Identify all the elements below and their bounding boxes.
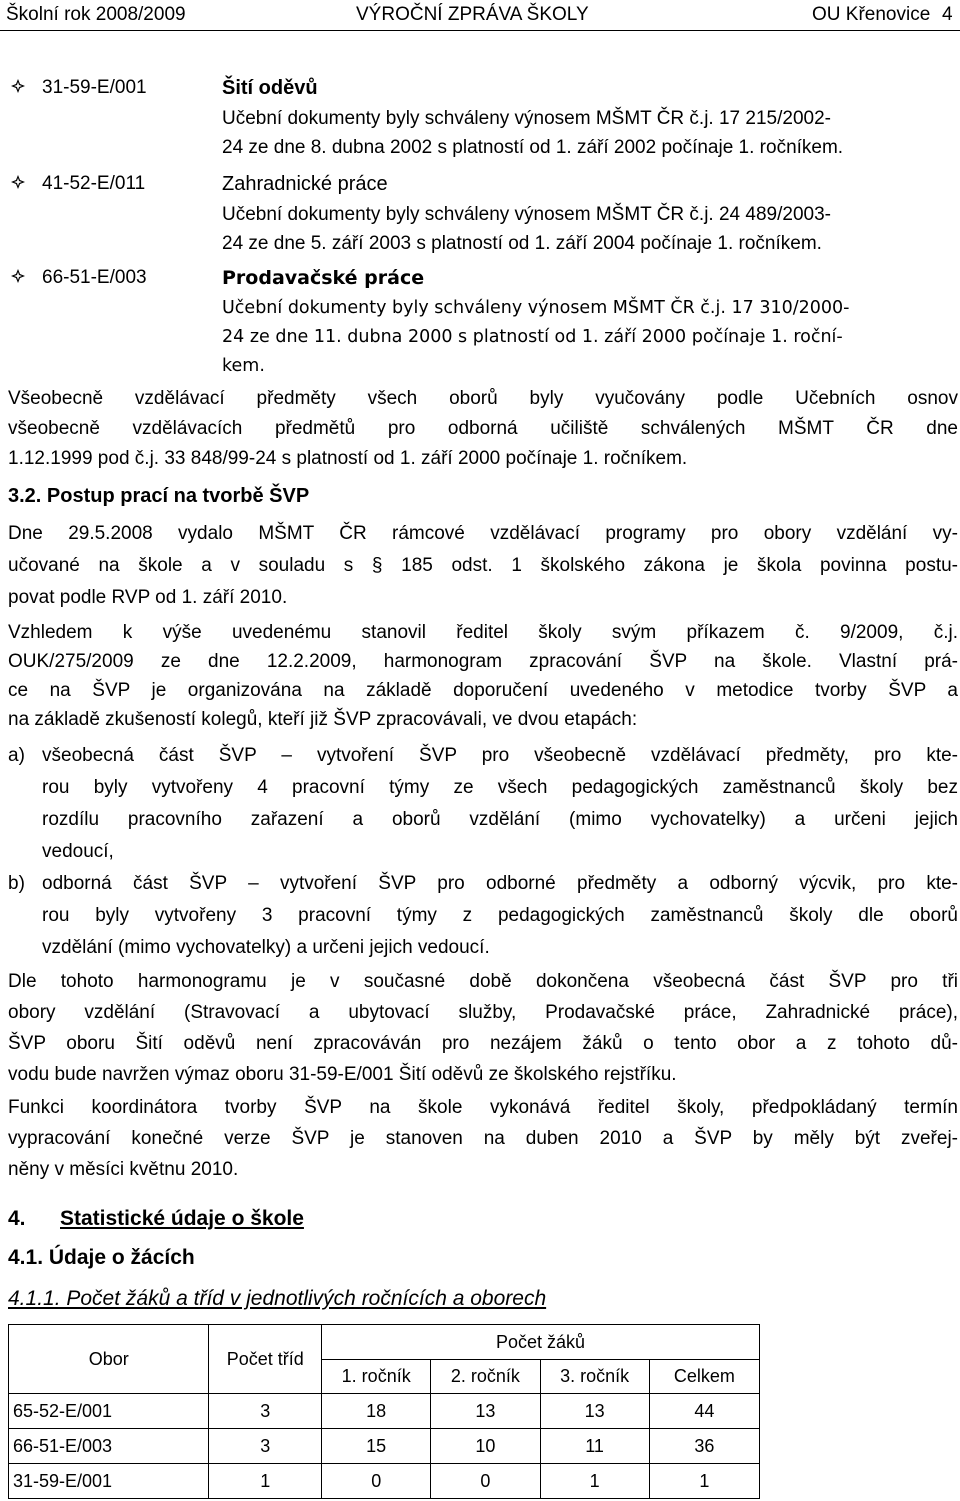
cell-year-2: 10: [431, 1429, 540, 1464]
col-header-total: Celkem: [649, 1360, 759, 1394]
program-title: Prodavačské práce: [222, 267, 425, 289]
text-line: Dne 29.5.2008 vydalo MŠMT ČR rámcové vzdělávací programy pro obory vzdělání vy-: [8, 523, 958, 544]
section-number: 4.: [8, 1207, 26, 1230]
text-line: na základě zkušeností kolegů, kteří již ŠVP zpracovávali, ve dvou etapách:: [8, 709, 638, 730]
cell-year-1: 15: [322, 1429, 431, 1464]
text-line: vzdělání (mimo vychovatelky) a určeni jejich vedoucí.: [42, 937, 490, 958]
table-row: [9, 1394, 760, 1429]
table-header-row: [9, 1325, 760, 1360]
text-line: rozdílu pracovního zařazení a oborů vzdělání (mimo vychovatelky) a určeni jejich: [42, 809, 958, 830]
cell-total: 1: [649, 1464, 759, 1499]
coordinator-paragraph: [8, 1092, 958, 1185]
cell-year-1: 18: [322, 1394, 431, 1429]
program-title: Zahradnické práce: [222, 173, 388, 195]
diamond-bullet-icon: [10, 268, 26, 284]
text-line: všeobecná část ŠVP – vytvoření ŠVP pro všeobecně vzdělávací předměty, pro kte-: [42, 745, 958, 766]
cell-obor: 31-59-E/001: [9, 1464, 209, 1499]
text-line: vodu bude navržen výmaz oboru 31-59-E/001 Šití oděvů ze školského rejstříku.: [8, 1064, 677, 1085]
desc-line: Učební dokumenty byly schváleny výnosem MŠMT ČR č.j. 17 215/2002-: [222, 108, 831, 129]
cell-year-3: 11: [540, 1429, 649, 1464]
text-line: Dle tohoto harmonogramu je v současné době dokončena všeobecná část ŠVP pro tři: [8, 971, 958, 992]
program-description: [222, 294, 957, 381]
desc-line: 24 ze dne 8. dubna 2002 s platností od 1. září 2002 počínaje 1. ročníkem.: [222, 137, 844, 158]
header-school-year: Školní rok 2008/2009: [6, 4, 186, 25]
text-line: vypracování konečné verze ŠVP je stanoven na duben 2010 a ŠVP by měly být zveřej-: [8, 1128, 958, 1149]
cell-total: 36: [649, 1429, 759, 1464]
cell-year-2: 13: [431, 1394, 540, 1429]
rvp-paragraph: [8, 518, 958, 614]
page-header: [0, 0, 960, 31]
text-line: učované na škole a v souladu s § 185 odst. 1 školského zákona je škola povinna postu-: [8, 555, 958, 576]
text-line: OUK/275/2009 ze dne 12.2.2009, harmonogram zpracování ŠVP na škole. Vlastní prá-: [8, 651, 958, 672]
col-header-year-2: 2. ročník: [431, 1360, 540, 1394]
pupils-table: [8, 1324, 760, 1499]
text-line: povat podle RVP od 1. září 2010.: [8, 587, 288, 608]
table-row: [9, 1429, 760, 1464]
desc-line: Učební dokumenty byly schváleny výnosem MŠMT ČR č.j. 17 310/2000-: [222, 298, 850, 318]
cell-obor: 66-51-E/003: [9, 1429, 209, 1464]
program-description: [222, 200, 957, 258]
diamond-bullet-icon: [10, 174, 26, 190]
list-marker: a): [8, 745, 25, 766]
progress-paragraph: [8, 966, 958, 1090]
text-line: rou byly vytvořeny 3 pracovní týmy z pedagogických zaměstnanců školy dle oborů: [42, 905, 958, 926]
cell-obor: 65-52-E/001: [9, 1394, 209, 1429]
text-line: ce na ŠVP je organizována na základě doporučení uvedeného v metodice tvorby ŠVP a: [8, 680, 958, 701]
desc-line: 24 ze dne 5. září 2003 s platností od 1. září 2004 počínaje 1. ročníkem.: [222, 233, 822, 254]
header-school-name: OU Křenovice: [812, 4, 931, 25]
cell-year-2: 0: [431, 1464, 540, 1499]
program-title: Šití oděvů: [222, 77, 318, 99]
col-header-year-1: 1. ročník: [322, 1360, 431, 1394]
col-header-obor: Obor: [9, 1325, 209, 1394]
text-line: Všeobecně vzdělávací předměty všech oborů byly vyučovány podle Učebních osnov: [8, 388, 958, 409]
col-header-year-3: 3. ročník: [540, 1360, 649, 1394]
program-code: 31-59-E/001: [42, 77, 147, 98]
list-text: [42, 740, 958, 868]
col-header-pupils: Počet žáků: [322, 1325, 760, 1360]
section-heading-4-1-1: 4.1.1. Počet žáků a tříd v jednotlivých ročnících a oborech: [8, 1287, 547, 1310]
program-code: 41-52-E/011: [42, 173, 146, 194]
col-header-classes: Počet tříd: [209, 1325, 322, 1394]
cell-classes: 3: [209, 1429, 322, 1464]
cell-classes: 1: [209, 1464, 322, 1499]
text-line: Vzhledem k výše uvedenému stanovil ředitel školy svým příkazem č. 9/2009, č.j.: [8, 622, 958, 643]
text-line: obory vzdělání (Stravovací a ubytovací služby, Prodavačské práce, Zahradnické práce),: [8, 1002, 958, 1023]
schedule-paragraph: [8, 618, 958, 734]
text-line: ŠVP oboru Šití oděvů není zpracováván pro nezájem žáků o tento obor a z tohoto dů-: [8, 1033, 958, 1054]
section-title: Statistické údaje o škole: [60, 1207, 304, 1230]
header-page-number: 4: [942, 4, 953, 25]
text-line: všeobecně vzdělávacích předmětů pro odborná učiliště schválených MŠMT ČR dne: [8, 418, 958, 439]
program-description: [222, 104, 957, 162]
header-report-title: VÝROČNÍ ZPRÁVA ŠKOLY: [356, 4, 589, 25]
text-line: vedoucí,: [42, 841, 114, 862]
general-subjects-paragraph: [8, 384, 958, 474]
table-row: [9, 1464, 760, 1499]
list-marker: b): [8, 873, 25, 894]
cell-classes: 3: [209, 1394, 322, 1429]
section-heading-4-1: 4.1. Údaje o žácích: [8, 1246, 195, 1269]
cell-total: 44: [649, 1394, 759, 1429]
desc-line: kem.: [222, 356, 265, 376]
diamond-bullet-icon: [10, 78, 26, 94]
desc-line: Učební dokumenty byly schváleny výnosem MŠMT ČR č.j. 24 489/2003-: [222, 204, 831, 225]
list-text: [42, 868, 958, 964]
cell-year-3: 1: [540, 1464, 649, 1499]
desc-line: 24 ze dne 11. dubna 2000 s platností od 1. září 2000 počínaje 1. roční-: [222, 327, 843, 347]
text-line: něny v měsíci květnu 2010.: [8, 1159, 239, 1180]
cell-year-1: 0: [322, 1464, 431, 1499]
section-heading-3-2: 3.2. Postup prací na tvorbě ŠVP: [8, 485, 310, 507]
cell-year-3: 13: [540, 1394, 649, 1429]
text-line: Funkci koordinátora tvorby ŠVP na škole vykonává ředitel školy, předpokládaný termín: [8, 1097, 958, 1118]
text-line: 1.12.1999 pod č.j. 33 848/99-24 s platností od 1. září 2000 počínaje 1. ročníkem.: [8, 448, 688, 469]
text-line: odborná část ŠVP – vytvoření ŠVP pro odborné předměty a odborný výcvik, pro kte-: [42, 873, 958, 894]
text-line: rou byly vytvořeny 4 pracovní týmy ze všech pedagogických zaměstnanců školy bez: [42, 777, 958, 798]
section-heading-4: [8, 1206, 304, 1232]
program-code: 66-51-E/003: [42, 267, 147, 288]
